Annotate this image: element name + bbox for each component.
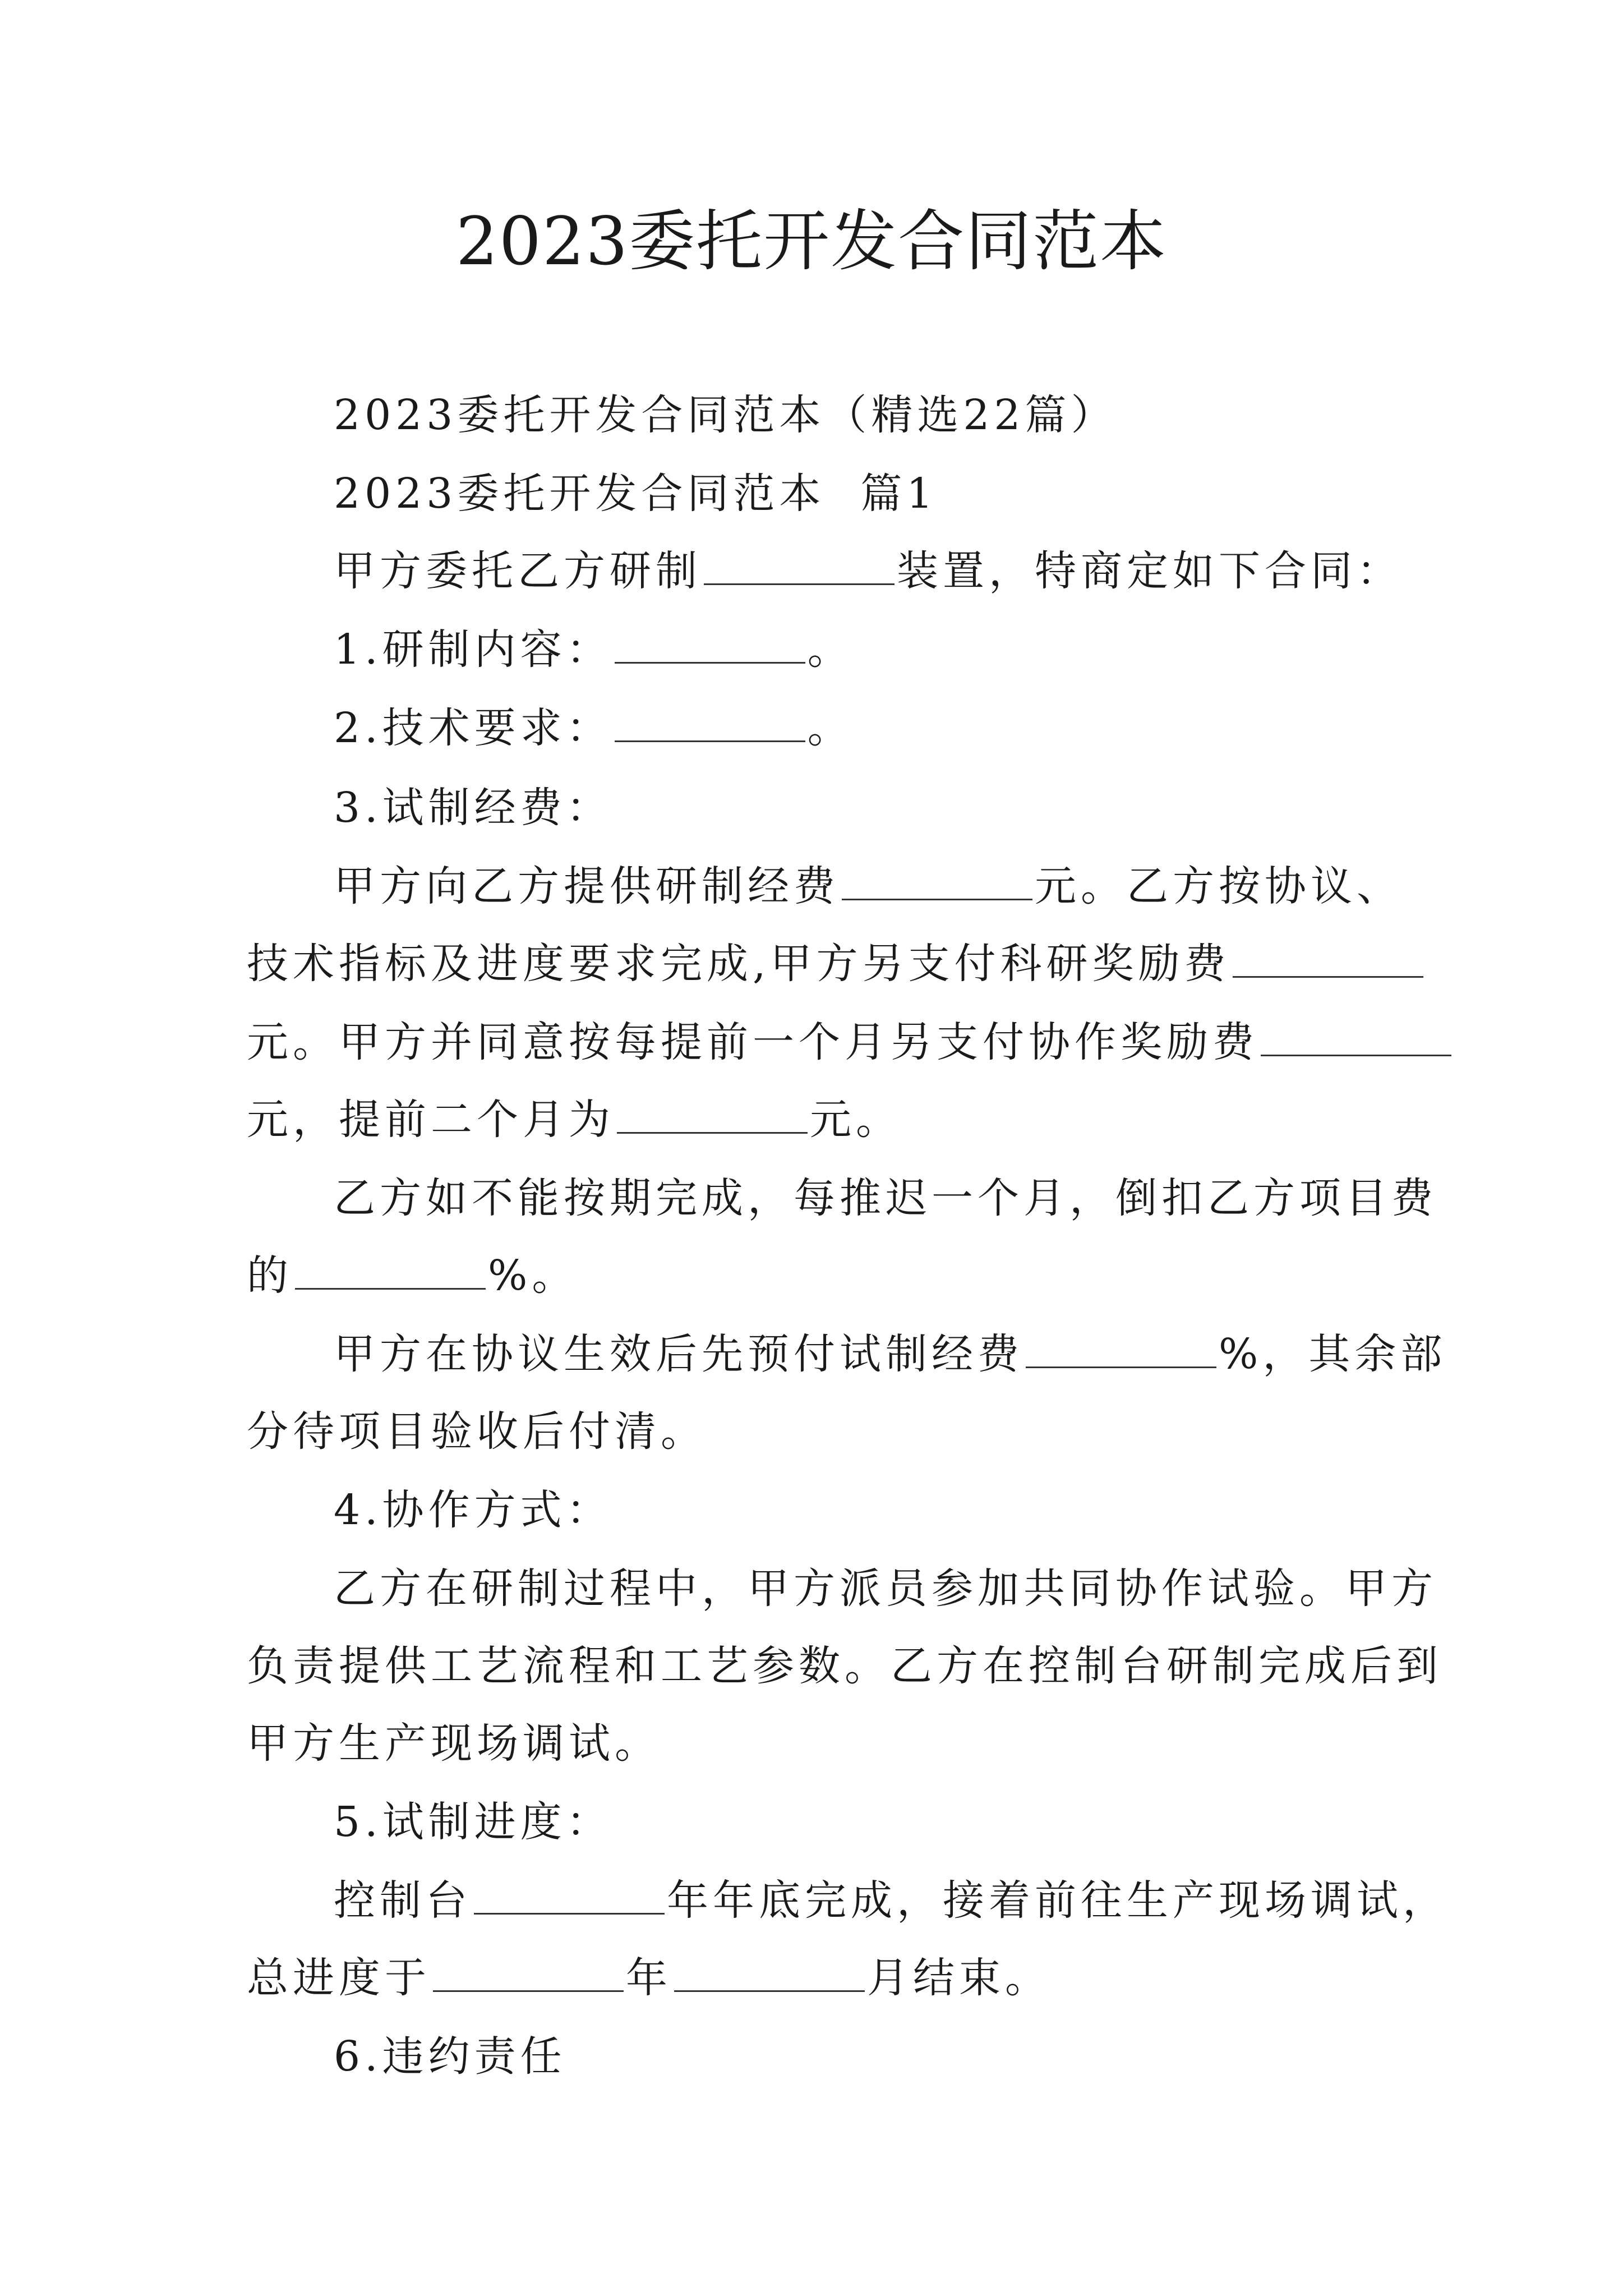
subtitle-line: 2023委托开发合同范本（精选22篇） <box>334 391 1117 439</box>
paragraph-line: 乙方如不能按期完成，每推迟一个月，倒扣乙方项目费 <box>334 1174 1437 1222</box>
line-text: 元。 <box>810 1096 902 1144</box>
fill-in-blank[interactable] <box>842 865 1032 900</box>
paragraph-line <box>247 1092 902 1148</box>
paragraph-line <box>334 700 854 756</box>
fill-in-blank[interactable] <box>674 1957 865 1992</box>
fill-in-blank[interactable] <box>1233 942 1423 978</box>
line-text: 年 <box>626 1954 672 2002</box>
paragraph-line <box>247 936 1426 992</box>
line-text: 技术指标及进度要求完成,甲方另支付科研奖励费 <box>247 940 1230 988</box>
paragraph-line: 3.试制经费： <box>334 784 612 832</box>
line-text: 元。甲方并同意按每提前一个月另支付协作奖励费 <box>247 1018 1258 1066</box>
line-text: 年年底完成，接着前往生产现场调试， <box>667 1876 1449 1925</box>
line-text: 甲方委托乙方研制 <box>334 547 702 595</box>
fill-in-blank[interactable] <box>615 628 805 664</box>
paragraph-line <box>334 858 1403 914</box>
fill-in-blank[interactable] <box>295 1254 486 1290</box>
paragraph-line <box>247 1248 578 1304</box>
fill-in-blank[interactable] <box>617 1098 808 1134</box>
line-text: 2.技术要求： <box>334 704 612 752</box>
line-text: 的 <box>247 1251 293 1300</box>
fill-in-blank[interactable] <box>1026 1333 1216 1368</box>
paragraph-line: 分待项目验收后付清。 <box>247 1407 707 1456</box>
line-text: 元。乙方按协议、 <box>1035 862 1403 910</box>
fill-in-blank[interactable] <box>615 707 805 742</box>
line-text: 甲方向乙方提供研制经费 <box>334 862 840 910</box>
paragraph-line <box>334 1872 1449 1929</box>
paragraph-line <box>334 622 854 678</box>
paragraph-line <box>247 1014 1454 1070</box>
line-text: 月结束。 <box>867 1954 1051 2002</box>
paragraph-line: 甲方生产现场调试。 <box>247 1719 661 1768</box>
paragraph-line: 5.试制进度： <box>334 1798 612 1846</box>
line-text: 控制台 <box>334 1876 472 1925</box>
line-text: %。 <box>488 1251 578 1300</box>
line-text: 1.研制内容： <box>334 625 612 674</box>
line-text: 。 <box>807 625 854 674</box>
fill-in-blank[interactable] <box>1261 1021 1451 1056</box>
paragraph-line <box>334 543 1403 599</box>
paragraph-line <box>334 1326 1446 1382</box>
paragraph-line: 负责提供工艺流程和工艺参数。乙方在控制台研制完成后到 <box>247 1642 1442 1690</box>
paragraph-line: 乙方在研制过程中，甲方派员参加共同协作试验。甲方 <box>334 1565 1437 1613</box>
document-title: 2023委托开发合同范本 <box>455 203 1168 280</box>
section-heading: 2023委托开发合同范本 篇1 <box>334 470 938 518</box>
line-text: 装置，特商定如下合同： <box>897 547 1403 595</box>
line-text: 元，提前二个月为 <box>247 1096 615 1144</box>
fill-in-blank[interactable] <box>474 1879 665 1915</box>
line-text: 总进度于 <box>247 1954 431 2002</box>
fill-in-blank[interactable] <box>433 1957 624 1992</box>
line-text: 甲方在协议生效后先预付试制经费 <box>334 1330 1023 1378</box>
line-text: %，其余部 <box>1219 1330 1447 1378</box>
paragraph-line <box>247 1950 1051 2006</box>
line-text: 。 <box>807 704 854 752</box>
paragraph-line: 6.违约责任 <box>334 2032 566 2081</box>
fill-in-blank[interactable] <box>704 550 895 585</box>
paragraph-line: 4.协作方式： <box>334 1486 612 1534</box>
